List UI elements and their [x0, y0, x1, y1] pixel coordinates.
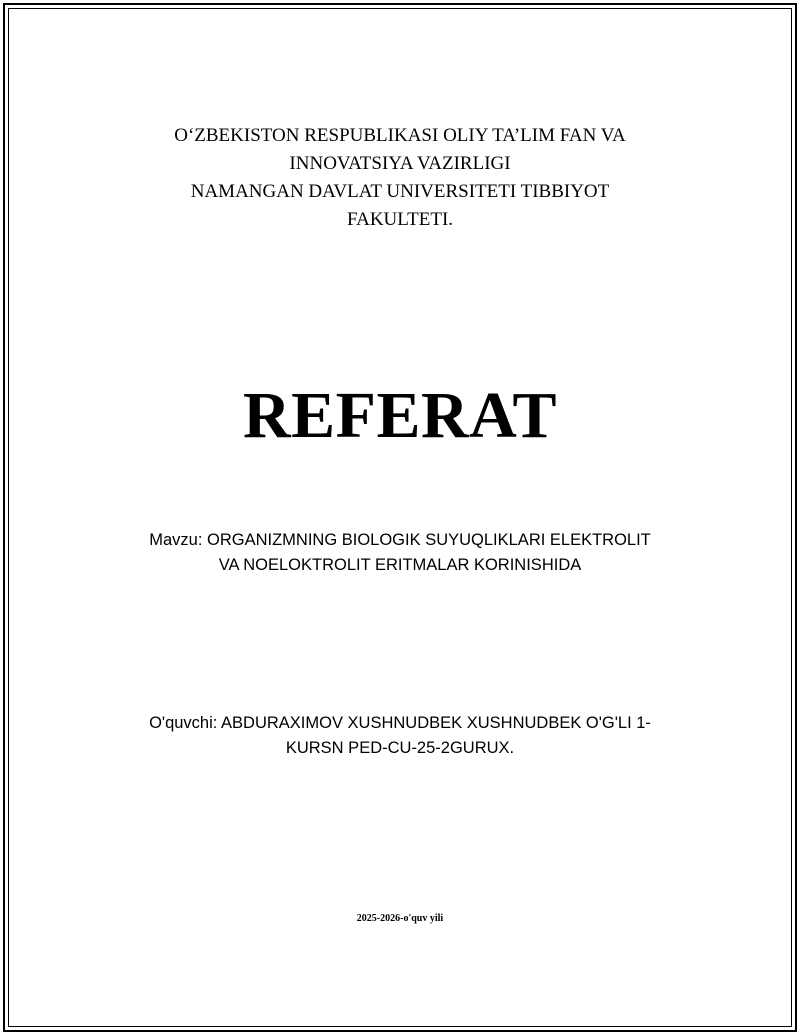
header-line-3: NAMANGAN DAVLAT UNIVERSITETI TIBBIYOT — [190, 181, 610, 202]
topic-line-1: Mavzu: ORGANIZMNING BIOLOGIK SUYUQLIKLARI ELEKTROLIT — [149, 531, 651, 549]
topic — [0, 528, 800, 578]
student-info — [0, 711, 800, 761]
document-title: REFERAT — [243, 379, 557, 452]
student-line-1: O'quvchi: ABDURAXIMOV XUSHNUDBEK XUSHNUDBEK O'G'LI 1- — [149, 714, 651, 732]
student-line-2: KURSN PED-CU-25-2GURUX. — [285, 739, 515, 757]
ministry-header — [0, 122, 800, 234]
header-line-4: FAKULTETI. — [346, 209, 454, 230]
header-line-2: INNOVATSIYA VAZIRLIGI — [289, 153, 511, 174]
topic-line-2: VA NOELOKTROLIT ERITMALAR KORINISHIDA — [218, 556, 582, 574]
academic-year: 2025-2026-o'quv yili — [356, 913, 444, 924]
header-line-1: O‘ZBEKISTON RESPUBLIKASI OLIY TA’LIM FAN VA — [174, 125, 626, 146]
